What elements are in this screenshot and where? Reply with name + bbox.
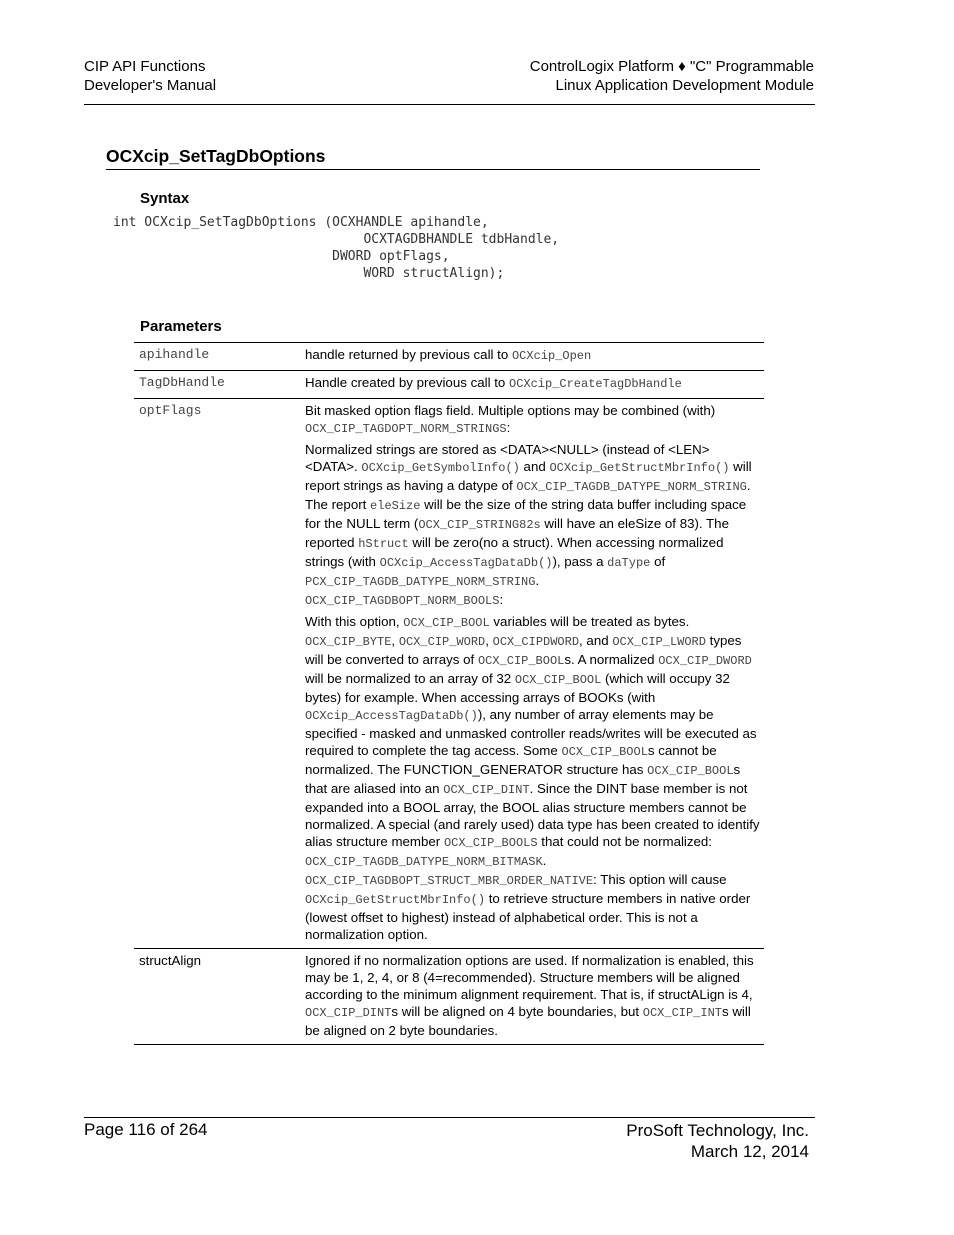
syntax-code: int OCXcip_SetTagDbOptions (OCXHANDLE apihandle, OCXTAGDBHANDLE tdbHandle, DWORD optFlags, WORD structAlign); (113, 215, 560, 281)
table-row (134, 343, 764, 371)
option-name: OCX_CIP_TAGDBOPT_NORM_BOOLS (305, 594, 500, 608)
text: variables will be treated as bytes. (489, 614, 690, 629)
desc-code: OCXcip_Open (511, 349, 592, 363)
text: s will be aligned on 4 byte boundaries, but (391, 1004, 643, 1019)
running-header-left (84, 57, 216, 95)
parameters-table (134, 342, 764, 1045)
param-name: TagDbHandle (134, 371, 301, 399)
text: that could not be normalized: (537, 834, 713, 849)
text: . (535, 573, 540, 588)
table-row (134, 949, 764, 1045)
text: and (519, 459, 550, 474)
code: OCX_CIP_STRING82s (418, 518, 541, 532)
text: s that are aliased into an (305, 762, 741, 796)
footer-right (626, 1120, 809, 1162)
code: OCX_CIP_BYTE (305, 635, 392, 649)
code: hStruct (358, 537, 409, 551)
intro-text: Bit masked option flags field. Multiple options may be combined (with) (305, 403, 716, 418)
text: . Since the DINT base member is not expanded into a BOOL array, the BOOL alias structure members cannot be normalized. A special (and rarely used) data type has been created to identify alias structure member (305, 781, 760, 849)
code: eleSize (370, 499, 421, 513)
text: (which will occupy 32 bytes) for example. When accessing arrays of BOOKs (with (305, 671, 730, 705)
code: OCXcip_AccessTagDataDb() (379, 556, 553, 570)
text: s cannot be normalized. The FUNCTION_GENERATOR structure has (305, 743, 717, 777)
param-description (301, 343, 764, 371)
text: will report strings as having a datype of (305, 459, 752, 493)
code: OCX_CIP_INT (642, 1006, 722, 1020)
code: OCX_CIP_BOOL (477, 654, 565, 668)
syntax-heading: Syntax (140, 190, 190, 207)
text: s will be aligned on 2 byte boundaries. (305, 1004, 751, 1038)
param-description (301, 399, 764, 949)
code: OCX_CIP_BOOL (403, 616, 490, 630)
code: OCX_CIP_LWORD (612, 635, 706, 649)
desc-text: Handle created by previous call to (305, 375, 509, 390)
header-module: Linux Application Development Module (555, 77, 814, 94)
code: OCX_CIPDWORD (492, 635, 580, 649)
param-name: apihandle (134, 343, 301, 371)
code: OCXcip_GetStructMbrInfo() (549, 461, 730, 475)
code: OCX_CIP_BOOL (514, 673, 602, 687)
text: types will be converted to arrays of (305, 633, 742, 667)
text: . The report (305, 478, 751, 512)
param-description (301, 371, 764, 399)
text: will be normalized to an array of 32 (305, 671, 515, 686)
section-title: OCXcip_SetTagDbOptions (106, 146, 326, 166)
optflags-intro (305, 402, 760, 438)
text: , and (579, 633, 613, 648)
option-norm-strings (305, 441, 760, 610)
option-name: OCX_CIP_TAGDOPT_NORM_STRINGS (305, 422, 507, 436)
code: OCXcip_AccessTagDataDb() (305, 709, 478, 723)
param-description (301, 949, 764, 1045)
code: OCX_CIP_DINT (305, 1006, 392, 1020)
company-name: ProSoft Technology, Inc. (626, 1121, 809, 1140)
code: OCX_CIP_BOOL (647, 764, 734, 778)
code: OCX_CIP_WORD (398, 635, 486, 649)
table-row (134, 371, 764, 399)
code: OCX_CIP_DINT (443, 783, 530, 797)
option-norm-bools (305, 613, 760, 943)
code: OCX_CIP_TAGDB_DATYPE_NORM_BITMASK (305, 855, 543, 869)
text: , (391, 633, 399, 648)
text: s. A normalized (564, 652, 659, 667)
header-doc-title: CIP API Functions (84, 58, 206, 75)
footer-divider (84, 1117, 815, 1118)
table-row (134, 399, 764, 949)
page-number: Page 116 of 264 (84, 1120, 208, 1139)
text: will be zero(no a struct). When accessing normalized strings (with (305, 535, 724, 569)
text: of (650, 554, 666, 569)
text: , (485, 633, 493, 648)
text: Normalized strings are stored as <DATA><NULL> (instead of <LEN><DATA>. (305, 442, 710, 474)
header-divider (84, 104, 815, 105)
text: . (542, 853, 547, 868)
running-header-right (530, 57, 814, 95)
code: OCX_CIP_TAGDB_DATYPE_NORM_STRING (516, 480, 747, 494)
code: PCX_CIP_TAGDB_DATYPE_NORM_STRING (305, 575, 536, 589)
text: will have an eleSize of 83). The reported (305, 516, 729, 550)
text: will be the size of the string data buffer including space for the NULL term ( (305, 497, 747, 531)
header-doc-subtitle: Developer's Manual (84, 77, 217, 94)
text: to retrieve structure members in native order (lowest offset to highest) instead of alphabetical order. This is not a normalization option. (305, 891, 751, 942)
text: With this option, (305, 614, 404, 629)
code: OCXcip_GetStructMbrInfo() (305, 893, 486, 907)
publication-date: March 12, 2014 (690, 1142, 809, 1161)
code: OCX_CIP_BOOL (561, 745, 648, 759)
desc-code: OCXcip_CreateTagDbHandle (509, 377, 682, 391)
text: Ignored if no normalization options are used. If normalization is enabled, this may be 1, 2, 4, or 8 (4=recommended). Structure members will be aligned according to the minimum alignment requirement. That is, if structALign is 4, (305, 953, 754, 1002)
code: OCX_CIP_BOOLS (443, 836, 538, 850)
title-underline (106, 169, 760, 170)
desc-text: handle returned by previous call to (305, 347, 512, 362)
text: : This option will cause (593, 872, 727, 887)
header-platform: ControlLogix Platform ♦ "C" Programmable (529, 58, 814, 75)
text: ), any number of array elements may be specified - masked and unmasked controller reads/writes will be executed as required to complete the tag access. Some (305, 707, 757, 758)
param-name: structAlign (134, 949, 301, 1045)
code: daType (607, 556, 651, 570)
punct: : (506, 420, 511, 435)
option-name: OCX_CIP_TAGDBOPT_STRUCT_MBR_ORDER_NATIVE (305, 874, 594, 888)
code: OCX_CIP_DWORD (658, 654, 752, 668)
text: ), pass a (552, 554, 608, 569)
param-name: optFlags (134, 399, 301, 949)
punct: : (499, 592, 504, 607)
code: OCXcip_GetSymbolInfo() (361, 461, 520, 475)
parameters-heading: Parameters (140, 318, 222, 335)
